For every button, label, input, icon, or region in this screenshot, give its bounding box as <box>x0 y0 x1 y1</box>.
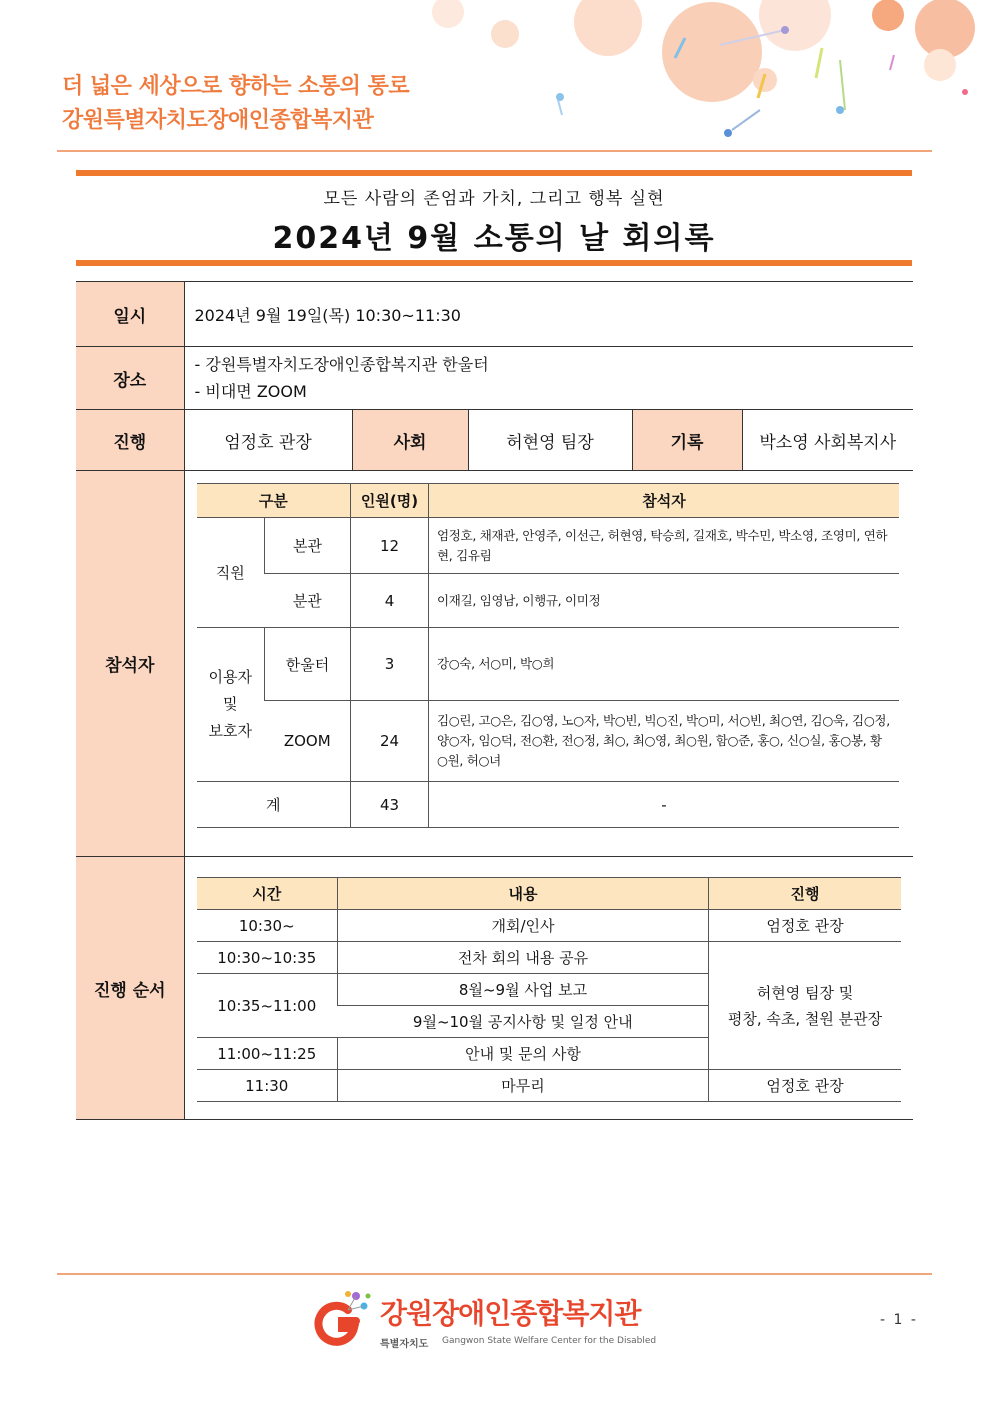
attendee-sub: 한울터 <box>265 628 351 701</box>
attendee-names: 강○숙, 서○미, 박○희 <box>429 628 899 701</box>
agenda-content: 마무리 <box>338 1070 709 1102</box>
title-bottom-bar <box>76 260 912 266</box>
table-row <box>197 628 900 701</box>
place-label: 장소 <box>76 347 184 410</box>
record-label: 기록 <box>632 410 742 471</box>
document-subtitle: 모든 사람의 존엄과 가치, 그리고 행복 실현 <box>323 189 665 209</box>
footer-logo-sub-english: Gangwon State Welfare Center for the Disabled <box>442 1336 657 1346</box>
place-line-2: - 비대면 ZOOM <box>194 382 307 401</box>
table-row <box>197 518 900 574</box>
table-row <box>197 574 900 628</box>
table-row <box>197 701 900 782</box>
shared-lead-line-2: 평창, 속초, 철원 분관장 <box>727 1009 883 1028</box>
attendee-count: 12 <box>351 518 429 574</box>
place-line-1: - 강원특별자치도장애인종합복지관 한울터 <box>194 355 489 374</box>
agenda-table <box>197 877 902 1102</box>
user-group-label <box>197 628 265 782</box>
attendee-count: 3 <box>351 628 429 701</box>
table-row <box>197 910 902 942</box>
user-label-line-1: 이용자 <box>208 668 252 686</box>
agenda-content: 9월~10월 공지사항 및 일정 안내 <box>338 1006 709 1038</box>
header-divider <box>57 150 932 152</box>
title-top-bar <box>76 170 912 176</box>
agenda-label: 진행 순서 <box>76 857 184 1120</box>
attendees-header-count: 인원(명) <box>351 484 429 518</box>
attendees-table <box>197 483 900 828</box>
agenda-time: 10:30~10:35 <box>197 942 338 974</box>
slogan-line-1: 더 넓은 세상으로 향하는 소통의 통로 <box>62 74 410 99</box>
document-title: 2024년 9월 소통의 날 회의록 <box>272 221 716 256</box>
date-value: 2024년 9월 19일(목) 10:30~11:30 <box>184 282 913 347</box>
attendees-header-names: 참석자 <box>429 484 899 518</box>
footer-logo-name: 강원장애인종합복지관 <box>380 1297 641 1330</box>
attendee-names: 김○린, 고○은, 김○영, 노○자, 박○빈, 빅○진, 박○미, 서○빈, 최○연, 김○욱, 김○정, 양○자, 임○덕, 전○환, 전○정, 최○, 최○영, 최○원, 함○준, 홍○, 신○실, 홍○봉, 황○원, 허○녀 <box>429 701 899 782</box>
attendee-sub: 분관 <box>265 574 351 628</box>
table-row <box>197 1070 902 1102</box>
attendee-names: 이재길, 임영남, 이행규, 이미정 <box>429 574 899 628</box>
agenda-time: 10:35~11:00 <box>197 974 338 1038</box>
date-label: 일시 <box>76 282 184 347</box>
agenda-header-time: 시간 <box>197 878 338 910</box>
attendee-names: 엄정호, 채재관, 안영주, 이선근, 허현영, 탁승희, 길재호, 박수민, 박소영, 조영미, 연하현, 김유림 <box>429 518 899 574</box>
header-decoration <box>420 0 992 160</box>
agenda-header-lead: 진행 <box>709 878 902 910</box>
host-label: 사회 <box>352 410 468 471</box>
attendee-count: 24 <box>351 701 429 782</box>
agenda-header-content: 내용 <box>338 878 709 910</box>
agenda-shared-lead <box>709 942 902 1070</box>
agenda-content: 전차 회의 내용 공유 <box>338 942 709 974</box>
user-label-line-3: 보호자 <box>208 722 252 740</box>
agenda-time: 11:00~11:25 <box>197 1038 338 1070</box>
shared-lead-line-1: 허현영 팀장 및 <box>756 983 854 1002</box>
progress-value: 엄정호 관장 <box>184 410 352 471</box>
footer-logo-sub-korean: 특별자치도 <box>380 1339 429 1350</box>
attendee-count: 4 <box>351 574 429 628</box>
total-count: 43 <box>351 782 429 828</box>
agenda-time: 10:30~ <box>197 910 338 942</box>
attendees-label: 참석자 <box>76 471 184 857</box>
record-value: 박소영 사회복지사 <box>742 410 913 471</box>
table-row <box>197 942 902 974</box>
attendee-sub: 본관 <box>265 518 351 574</box>
agenda-lead: 엄정호 관장 <box>709 1070 902 1102</box>
slogan-line-2: 강원특별자치도장애인종합복지관 <box>62 108 374 133</box>
attendees-header-category: 구분 <box>197 484 351 518</box>
welfare-center-logo-icon <box>312 1288 376 1348</box>
page-number: - 1 - <box>880 1312 918 1328</box>
header-slogan <box>62 70 409 138</box>
total-row <box>197 782 900 828</box>
agenda-content: 개회/인사 <box>338 910 709 942</box>
agenda-content: 안내 및 문의 사항 <box>338 1038 709 1070</box>
total-names: - <box>429 782 899 828</box>
progress-label: 진행 <box>76 410 184 471</box>
agenda-lead: 엄정호 관장 <box>709 910 902 942</box>
user-label-line-2: 및 <box>223 695 238 713</box>
staff-group-label: 직원 <box>197 518 265 628</box>
total-label: 계 <box>197 782 351 828</box>
footer-divider <box>57 1273 932 1275</box>
host-value: 허현영 팀장 <box>468 410 632 471</box>
meeting-info-table <box>76 281 913 1120</box>
attendee-sub: ZOOM <box>265 701 351 782</box>
agenda-time: 11:30 <box>197 1070 338 1102</box>
agenda-content: 8월~9월 사업 보고 <box>338 974 709 1006</box>
